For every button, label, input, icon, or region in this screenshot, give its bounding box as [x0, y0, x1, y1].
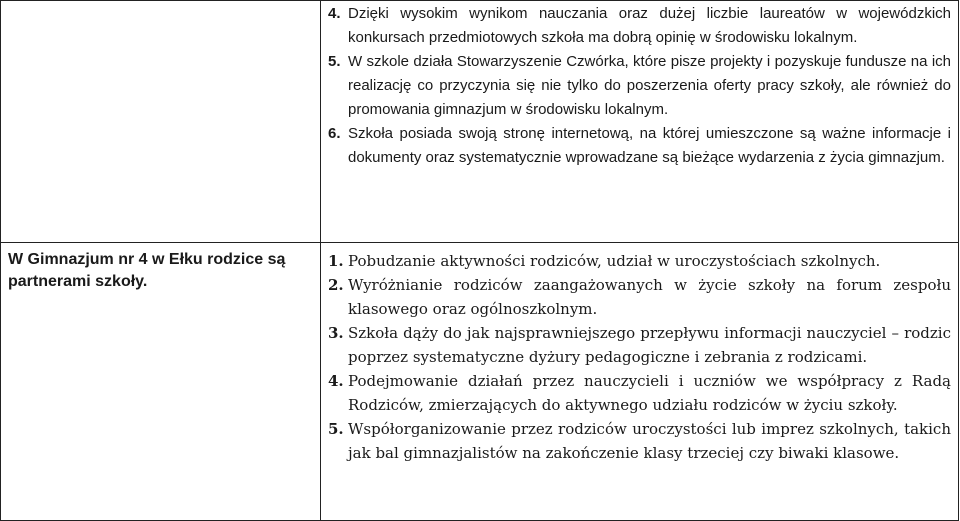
item-number: 4.: [328, 372, 344, 390]
left-cell: [1, 243, 321, 521]
list-item: [328, 2, 951, 50]
list-item: [328, 50, 951, 122]
list-item: [328, 369, 951, 417]
item-number: 3.: [328, 324, 344, 342]
item-number: 5.: [328, 420, 344, 438]
left-cell: [1, 1, 321, 243]
item-number: 4.: [328, 5, 341, 22]
list-item: [328, 249, 951, 273]
list-item: [328, 273, 951, 321]
item-number: 5.: [328, 53, 341, 70]
item-text: Podejmowanie działań przez nauczycieli i uczniów we współpracy z Radą Rodziców, zmierzających do aktywnego udziału rodziców w życiu szkoły.: [348, 372, 951, 414]
list-item: [328, 321, 951, 369]
item-number: 6.: [328, 125, 341, 142]
row-label: [1, 1, 320, 7]
right-cell: [321, 243, 959, 521]
item-text: Wyróżnianie rodziców zaangażowanych w życie szkoły na forum zespołu klasowego oraz ogólnoszkolnym.: [348, 276, 951, 318]
item-number: 2.: [328, 276, 344, 294]
item-number: 1.: [328, 252, 344, 270]
list-item: [328, 417, 951, 465]
table-row: [1, 1, 959, 243]
item-text: Szkoła posiada swoją stronę internetową, na której umieszczone są ważne informacje i dokumenty oraz systematycznie wprowadzane są bieżące wydarzenia z życia gimnazjum.: [348, 125, 951, 166]
list-item: [328, 122, 951, 170]
item-text: Pobudzanie aktywności rodziców, udział w uroczystościach szkolnych.: [348, 252, 881, 270]
numbered-list: [321, 1, 958, 170]
row-label: W Gimnazjum nr 4 w Ełku rodzice są partnerami szkoły.: [8, 251, 286, 290]
table-row: [1, 243, 959, 521]
numbered-list: [321, 243, 958, 465]
item-text: Współorganizowanie przez rodziców uroczystości lub imprez szkolnych, takich jak bal gimnazjalistów na zakończenie klasy trzeciej czy biwaki klasowe.: [348, 420, 951, 462]
item-text: Dzięki wysokim wynikom nauczania oraz dużej liczbie laureatów w wojewódzkich konkursach przedmiotowych szkoła ma dobrą opinię w środowisku lokalnym.: [348, 5, 951, 46]
item-text: W szkole działa Stowarzyszenie Czwórka, które pisze projekty i pozyskuje fundusze na ich realizację co przyczynia się nie tylko do poszerzenia oferty pracy szkoły, ale również do promowania gimnazjum w środowisku lokalnym.: [348, 53, 951, 118]
item-text: Szkoła dąży do jak najsprawniejszego przepływu informacji nauczyciel – rodzic poprzez systematyczne dyżury pedagogiczne i zebrania z rodzicami.: [348, 324, 951, 366]
right-cell: [321, 1, 959, 243]
